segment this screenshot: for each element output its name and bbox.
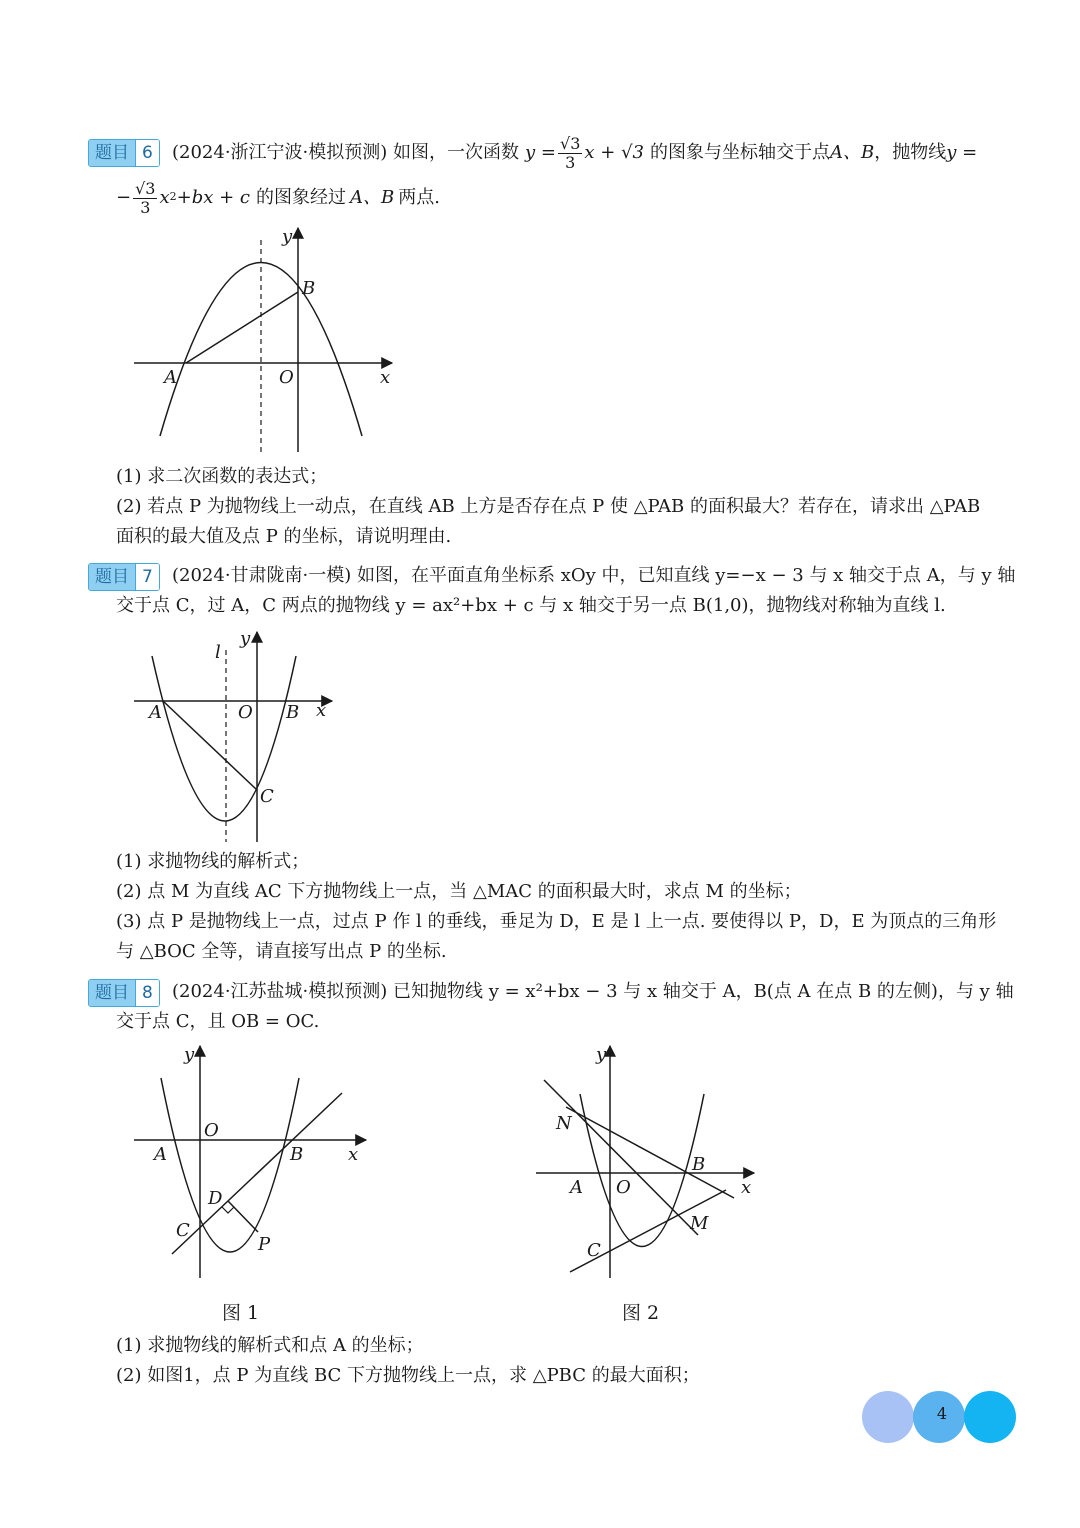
label-A: A xyxy=(154,1144,167,1165)
label-B: B xyxy=(290,1144,304,1165)
label-B: B xyxy=(286,702,300,723)
figure-1-caption: 图 1 xyxy=(222,1302,260,1324)
page-circle-3 xyxy=(964,1391,1016,1443)
line-AB xyxy=(186,292,298,363)
p6-stem-text: (2024·浙江宁波·模拟预测) 如图，一次函数 xyxy=(172,142,520,163)
label-x: x xyxy=(741,1177,752,1198)
p6-eq-y: y = xyxy=(525,142,557,163)
label-A: A xyxy=(149,702,162,723)
segment-PD xyxy=(228,1201,258,1232)
p6-stem-text3: ，抛物线 xyxy=(874,142,947,163)
p8-figure-2 xyxy=(530,1040,766,1284)
line-BC xyxy=(172,1093,342,1254)
p6-fraction xyxy=(558,135,582,172)
tag-label: 题目 xyxy=(89,564,135,590)
label-C: C xyxy=(176,1220,190,1241)
p6-stem-text5: 两点. xyxy=(398,187,440,208)
label-O: O xyxy=(279,367,294,388)
figure-2-caption: 图 2 xyxy=(622,1302,660,1324)
label-M: M xyxy=(690,1213,709,1234)
p6-question-2-cont: 面积的最大值及点 P 的坐标，请说明理由. xyxy=(116,526,452,547)
tag-number: 8 xyxy=(135,980,159,1006)
p7-question-3: (3) 点 P 是抛物线上一点，过点 P 作 l 的垂线，垂足为 D，E 是 l 上一点. 要使得以 P，D，E 为顶点的三角形 xyxy=(116,911,997,932)
p6-x: x xyxy=(159,187,170,208)
frac-numerator: √3 xyxy=(135,178,156,198)
line-NM xyxy=(544,1080,698,1235)
tag-number: 6 xyxy=(135,140,159,166)
p7-stem-line2: 交于点 C，过 A，C 两点的抛物线 y = ax²+bx + c 与 x 轴交于另一点 B(1,0)，抛物线对称轴为直线 l. xyxy=(116,595,946,616)
p6-stem-line2 xyxy=(116,176,440,220)
p8-question-2: (2) 如图1，点 P 为直线 BC 下方抛物线上一点，求 △PBC 的最大面积； xyxy=(116,1365,700,1386)
problem-tag-7 xyxy=(88,563,160,591)
p7-figure xyxy=(126,628,336,846)
p6-sup: 2 xyxy=(169,190,177,203)
line-NB xyxy=(566,1107,734,1198)
p6-points: A、B xyxy=(830,142,875,163)
label-B: B xyxy=(692,1154,706,1175)
p7-question-2: (2) 点 M 为直线 AC 下方抛物线上一点，当 △MAC 的面积最大时，求点 M 的坐标； xyxy=(116,881,802,902)
label-B: B xyxy=(302,278,316,299)
p6-question-2: (2) 若点 P 为抛物线上一动点，在直线 AB 上方是否存在点 P 使 △PAB 的面积最大？若存在，请求出 △PAB xyxy=(116,496,981,517)
parabola xyxy=(152,656,296,821)
label-x: x xyxy=(316,700,327,721)
right-angle-mark xyxy=(222,1207,234,1213)
label-A: A xyxy=(164,367,177,388)
p6-stem-text4: 的图象经过 xyxy=(256,187,346,208)
page-number: 4 xyxy=(936,1404,948,1423)
p7-question-1: (1) 求抛物线的解析式； xyxy=(116,851,310,872)
p6-points2: A、B xyxy=(350,187,395,208)
p6-eq-rest: x + √3 xyxy=(584,142,644,163)
p8-stem-line2: 交于点 C，且 OB = OC. xyxy=(116,1011,320,1032)
parabola xyxy=(580,1094,704,1247)
label-x: x xyxy=(380,367,391,388)
p7-stem-line1: (2024·甘肃陇南·一模) 如图，在平面直角坐标系 xOy 中，已知直线 y=−x − 3 与 x 轴交于点 A，与 y 轴 xyxy=(172,565,1016,586)
label-y: y xyxy=(596,1044,607,1065)
label-y: y xyxy=(184,1044,195,1065)
label-N: N xyxy=(556,1113,572,1134)
tag-label: 题目 xyxy=(89,140,135,166)
label-C: C xyxy=(587,1240,601,1261)
p6-minus: − xyxy=(116,187,132,208)
p6-fraction2 xyxy=(133,180,157,217)
problem-tag-8 xyxy=(88,979,160,1007)
label-A: A xyxy=(570,1177,583,1198)
p8-stem-line1: (2024·江苏盐城·模拟预测) 已知抛物线 y = x²+bx − 3 与 x 轴交于 A，B(点 A 在点 B 的左侧)，与 y 轴 xyxy=(172,981,1014,1002)
p8-question-1: (1) 求抛物线的解析式和点 A 的坐标； xyxy=(116,1335,424,1356)
p6-stem-line1 xyxy=(172,131,977,175)
label-l: l xyxy=(215,642,221,663)
label-y: y xyxy=(240,628,251,649)
page-circle-1 xyxy=(862,1391,914,1443)
p6-figure xyxy=(130,222,400,454)
label-y: y xyxy=(282,226,293,247)
tag-label: 题目 xyxy=(89,980,135,1006)
label-C: C xyxy=(260,786,274,807)
frac-denominator: 3 xyxy=(565,152,576,172)
label-x: x xyxy=(348,1144,359,1165)
label-D: D xyxy=(208,1188,223,1209)
label-P: P xyxy=(258,1234,271,1255)
tag-number: 7 xyxy=(135,564,159,590)
problem-tag-6 xyxy=(88,139,160,167)
p6-question-1: (1) 求二次函数的表达式； xyxy=(116,466,328,487)
frac-denominator: 3 xyxy=(140,197,151,217)
p7-question-3-cont: 与 △BOC 全等，请直接写出点 P 的坐标. xyxy=(116,941,447,962)
label-O: O xyxy=(238,702,253,723)
frac-numerator: √3 xyxy=(560,133,581,153)
p6-eq-y2: y = xyxy=(946,142,978,163)
label-O: O xyxy=(204,1120,219,1141)
p6-eq-tail: +bx + c xyxy=(176,187,250,208)
label-O: O xyxy=(616,1177,631,1198)
p6-stem-text2: 的图象与坐标轴交于点 xyxy=(650,142,830,163)
p8-figure-1 xyxy=(126,1040,376,1284)
